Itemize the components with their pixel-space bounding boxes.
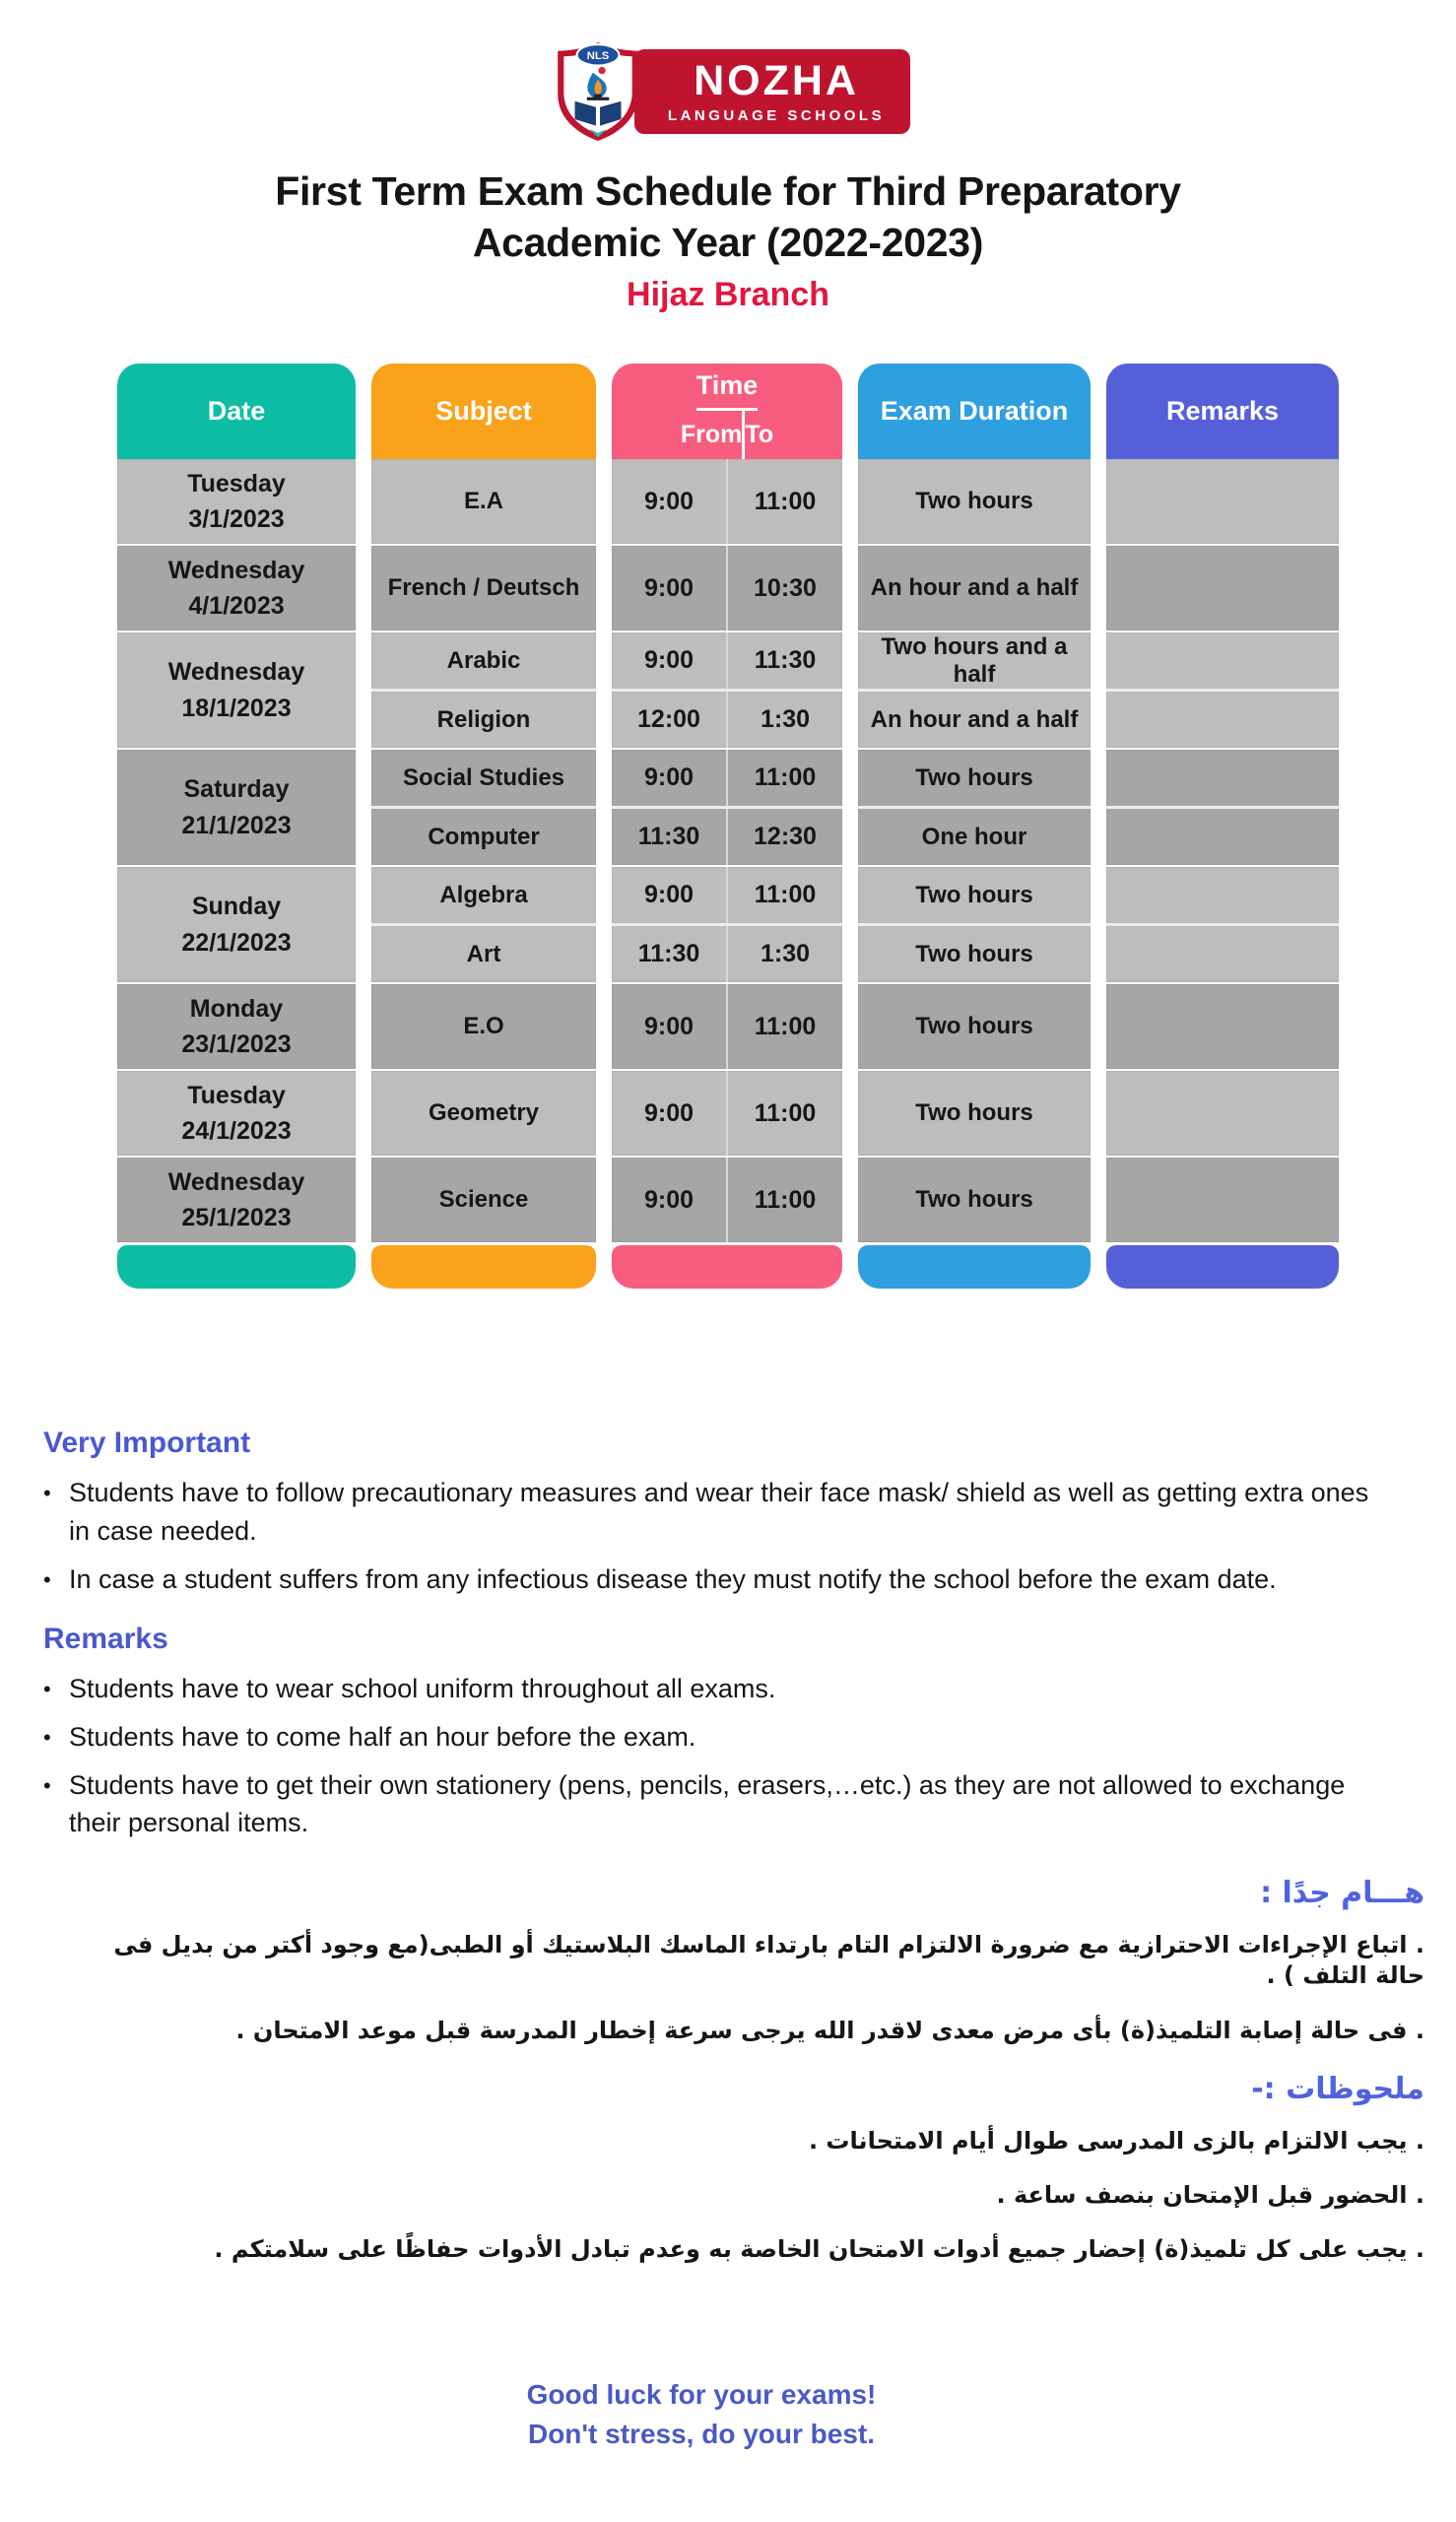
time-cell	[612, 632, 842, 748]
remarks-list	[43, 1670, 1409, 1843]
bullet-item	[43, 1670, 1383, 1708]
remarks-cell-sub	[1106, 459, 1339, 544]
subject-label: Religion	[436, 705, 531, 733]
time-cell-sub	[612, 546, 842, 630]
remarks-cell-sub	[1106, 750, 1339, 809]
date-cell	[117, 984, 356, 1069]
good-luck-message	[0, 2375, 1456, 2452]
duration-cell-sub	[858, 867, 1091, 926]
time-cell-sub	[612, 632, 842, 692]
time-cell-sub	[612, 867, 842, 926]
time-from-cell	[612, 1071, 726, 1156]
header-remarks	[1106, 364, 1339, 459]
time-cell	[612, 546, 842, 630]
subject-cell-sub	[371, 1071, 596, 1156]
date-cell	[117, 459, 356, 544]
footer-bar-time	[612, 1245, 842, 1289]
page-title-line2: Academic Year (2022-2023)	[472, 220, 984, 266]
time-from-value: 9:00	[643, 1185, 695, 1214]
header-date	[117, 364, 356, 459]
header-to-label: To	[742, 411, 773, 459]
bullet-text: Students have to follow precautionary measures and wear their face mask/ shield as well as getting extra ones in case needed.	[69, 1478, 1369, 1546]
time-from-value: 9:00	[643, 573, 695, 602]
table-row-group	[117, 459, 1339, 544]
subject-cell	[371, 546, 596, 630]
very-important-list	[43, 1474, 1409, 1599]
duration-cell-sub	[858, 1158, 1091, 1242]
time-cell	[612, 867, 842, 982]
duration-cell-sub	[858, 984, 1091, 1069]
footer-bar-duration	[858, 1245, 1091, 1289]
remarks-cell-sub	[1106, 1158, 1339, 1242]
subject-label: E.O	[463, 1013, 504, 1040]
time-to-value: 11:30	[754, 646, 817, 675]
bullet-text: Students have to get their own stationery (pens, pencils, erasers,…etc.) as they are not allowed to exchange their personal items.	[69, 1769, 1346, 1838]
header-subject	[371, 364, 596, 459]
date-day: Saturday	[183, 775, 290, 804]
subject-cell	[371, 1158, 596, 1242]
bullet-text: . اتباع الإجراءات الاحترازية مع ضرورة الالتزام التام بارتداء الماسك البلاستيك أو الطبى(مع وجود أكتر من بديل فى حالة التلف ) .	[113, 1931, 1424, 1990]
header-duration	[858, 364, 1091, 459]
duration-cell-sub	[858, 750, 1091, 809]
subject-cell-sub	[371, 809, 596, 865]
time-from-cell	[612, 692, 726, 748]
very-important-section	[43, 1427, 1409, 1599]
time-from-value: 11:30	[637, 940, 700, 968]
bullet-dot: •	[43, 1566, 51, 1592]
remarks-cell	[1106, 750, 1339, 865]
time-from-cell	[612, 546, 726, 630]
arabic-important-section	[47, 1876, 1424, 2046]
bullet-item	[43, 1718, 1383, 1757]
time-from-value: 9:00	[643, 1098, 695, 1127]
remarks-cell	[1106, 632, 1339, 748]
duration-cell	[858, 546, 1091, 630]
time-to-value: 11:00	[754, 1098, 817, 1127]
subject-label: Computer	[428, 823, 540, 850]
subject-cell-sub	[371, 692, 596, 748]
subject-cell	[371, 1071, 596, 1156]
duration-cell	[858, 1158, 1091, 1242]
bullet-item	[85, 1930, 1424, 1991]
subject-cell	[371, 632, 596, 748]
subject-cell-sub	[371, 750, 596, 809]
duration-cell-sub	[858, 632, 1091, 692]
duration-cell-sub	[858, 926, 1091, 982]
duration-label: Two hours	[915, 1013, 1033, 1040]
time-from-value: 9:00	[643, 487, 695, 515]
table-footer-row	[117, 1245, 1339, 1289]
time-from-cell	[612, 750, 726, 806]
bullet-item	[85, 2180, 1424, 2211]
time-from-value: 9:00	[643, 646, 695, 675]
very-important-heading: Very Important	[43, 1427, 251, 1460]
footer-bar-date	[117, 1245, 356, 1289]
time-from-cell	[612, 926, 726, 982]
time-from-cell	[612, 632, 726, 689]
bullet-dot: •	[43, 1772, 51, 1798]
remarks-cell	[1106, 546, 1339, 630]
time-cell	[612, 459, 842, 544]
bullet-text: Students have to come half an hour before the exam.	[69, 1721, 696, 1752]
time-to-cell	[726, 1158, 842, 1242]
bullet-item	[85, 2126, 1424, 2157]
remarks-cell	[1106, 867, 1339, 982]
header-remarks-label: Remarks	[1165, 396, 1280, 427]
arabic-important-list	[47, 1930, 1424, 2046]
table-row-group	[117, 984, 1339, 1069]
header-duration-label: Exam Duration	[880, 396, 1069, 427]
arabic-notes-section	[47, 2072, 1424, 2266]
school-logo	[0, 0, 1456, 142]
date-cell	[117, 750, 356, 865]
remarks-cell	[1106, 1071, 1339, 1156]
duration-label: An hour and a half	[870, 705, 1079, 733]
time-to-cell	[726, 750, 842, 806]
date-value: 24/1/2023	[181, 1117, 292, 1146]
duration-cell	[858, 632, 1091, 748]
time-to-cell	[726, 867, 842, 923]
header-time-label: Time	[696, 364, 759, 411]
subject-label: Geometry	[428, 1099, 540, 1127]
bullet-text: . يجب على كل تلميذ(ة) إحضار جميع أدوات الامتحان الخاصة به وعدم تبادل الأدوات حفاظًا على سلامتكم .	[214, 2235, 1424, 2264]
bullet-item	[85, 2234, 1424, 2265]
duration-label: One hour	[921, 823, 1027, 850]
time-cell-sub	[612, 459, 842, 544]
time-from-cell	[612, 459, 726, 544]
bullet-item	[43, 1766, 1383, 1843]
subject-label: Social Studies	[402, 763, 565, 791]
logo-school-name: NOZHA	[694, 56, 859, 104]
time-to-cell	[726, 546, 842, 630]
remarks-cell-sub	[1106, 926, 1339, 982]
remarks-cell-sub	[1106, 984, 1339, 1069]
subject-cell	[371, 867, 596, 982]
time-to-cell	[726, 632, 842, 689]
duration-label: Two hours	[915, 1099, 1033, 1127]
bullet-item	[43, 1474, 1383, 1551]
time-from-cell	[612, 809, 726, 865]
remarks-cell	[1106, 1158, 1339, 1242]
table-row-group	[117, 867, 1339, 982]
date-value: 23/1/2023	[181, 1030, 292, 1059]
remarks-cell	[1106, 984, 1339, 1069]
time-cell-sub	[612, 750, 842, 809]
table-row-group	[117, 1158, 1339, 1242]
subject-label: Arabic	[446, 646, 521, 674]
duration-cell	[858, 1071, 1091, 1156]
time-to-value: 1:30	[760, 940, 811, 968]
time-to-value: 12:30	[754, 823, 817, 851]
date-cell	[117, 546, 356, 630]
arabic-notes-heading: ملحوظات :-	[1251, 2071, 1424, 2106]
time-to-cell	[726, 926, 842, 982]
time-cell-sub	[612, 926, 842, 982]
exam-schedule-table	[117, 364, 1339, 1289]
duration-cell-sub	[858, 546, 1091, 630]
good-luck-line1: Good luck for your exams!	[526, 2379, 877, 2411]
duration-label: Two hours	[915, 940, 1033, 967]
remarks-cell-sub	[1106, 692, 1339, 748]
bullet-text: . يجب الالتزام بالزى المدرسى طوال أيام الامتحانات .	[808, 2126, 1424, 2155]
date-value: 18/1/2023	[181, 694, 292, 722]
subject-label: Science	[438, 1186, 529, 1214]
duration-cell-sub	[858, 692, 1091, 748]
arabic-notes-list	[47, 2126, 1424, 2266]
logo-badge-text: NLS	[586, 49, 610, 62]
subject-cell	[371, 984, 596, 1069]
table-row-group	[117, 546, 1339, 630]
bullet-text: . فى حالة إصابة التلميذ(ة) بأى مرض معدى لاقدر الله يرجى سرعة إخطار المدرسة قبل موعد الامتحان .	[235, 2016, 1424, 2044]
subject-cell-sub	[371, 1158, 596, 1242]
duration-label: Two hours	[915, 488, 1033, 515]
date-value: 4/1/2023	[188, 592, 285, 621]
remarks-cell	[1106, 459, 1339, 544]
date-day: Tuesday	[187, 469, 286, 498]
date-day: Sunday	[191, 893, 282, 921]
remarks-cell-sub	[1106, 632, 1339, 692]
time-from-value: 9:00	[643, 881, 695, 909]
page-title-line1: First Term Exam Schedule for Third Preparatory	[275, 168, 1181, 214]
duration-label: Two hours	[915, 763, 1033, 791]
header-subject-label: Subject	[435, 396, 532, 427]
time-cell	[612, 750, 842, 865]
duration-label: Two hours	[915, 1186, 1033, 1214]
subject-cell-sub	[371, 632, 596, 692]
remarks-cell-sub	[1106, 809, 1339, 865]
date-day: Wednesday	[167, 658, 305, 687]
date-cell	[117, 1158, 356, 1242]
duration-cell	[858, 867, 1091, 982]
duration-cell-sub	[858, 459, 1091, 544]
time-from-value: 11:30	[637, 823, 700, 851]
time-from-cell	[612, 984, 726, 1069]
date-day: Tuesday	[187, 1081, 286, 1109]
bullet-item	[43, 1560, 1383, 1599]
subject-cell	[371, 750, 596, 865]
remarks-cell-sub	[1106, 546, 1339, 630]
header-from-label: From	[680, 421, 743, 449]
time-to-value: 11:00	[754, 881, 817, 909]
arabic-important-heading: هـــام جدًا :	[1260, 1876, 1424, 1911]
date-value: 25/1/2023	[181, 1204, 292, 1232]
time-from-value: 9:00	[643, 763, 695, 792]
bullet-text: . الحضور قبل الإمتحان بنصف ساعة .	[996, 2181, 1424, 2209]
bullet-text: Students have to wear school uniform throughout all exams.	[69, 1673, 776, 1703]
date-cell	[117, 867, 356, 982]
logo-shield-icon	[546, 41, 650, 142]
table-row-group	[117, 1071, 1339, 1156]
subject-cell-sub	[371, 459, 596, 544]
subject-label: Art	[466, 940, 501, 967]
subject-label: French / Deutsch	[387, 574, 580, 602]
date-value: 22/1/2023	[181, 928, 292, 957]
time-to-value: 10:30	[754, 573, 817, 602]
logo-banner	[634, 49, 910, 134]
duration-label: Two hours	[915, 881, 1033, 908]
bullet-text: In case a student suffers from any infectious disease they must notify the school before the exam date.	[69, 1563, 1277, 1594]
date-value: 21/1/2023	[181, 811, 292, 839]
duration-label: Two hours and a half	[881, 632, 1068, 688]
duration-label: An hour and a half	[870, 574, 1079, 602]
time-to-cell	[726, 692, 842, 748]
time-to-value: 11:00	[754, 1185, 817, 1214]
time-to-cell	[726, 1071, 842, 1156]
time-cell	[612, 1158, 842, 1242]
time-cell-sub	[612, 984, 842, 1069]
duration-cell	[858, 984, 1091, 1069]
header-date-label: Date	[207, 396, 266, 427]
date-day: Wednesday	[167, 556, 305, 584]
subject-cell-sub	[371, 926, 596, 982]
time-to-value: 11:00	[754, 487, 817, 515]
table-row-group	[117, 750, 1339, 865]
header-time-split	[681, 411, 773, 459]
remarks-heading: Remarks	[43, 1622, 168, 1655]
duration-cell-sub	[858, 1071, 1091, 1156]
time-cell-sub	[612, 809, 842, 865]
time-cell	[612, 984, 842, 1069]
subject-cell-sub	[371, 984, 596, 1069]
branch-subtitle: Hijaz Branch	[627, 276, 829, 314]
good-luck-line2: Don't stress, do your best.	[527, 2418, 876, 2449]
time-from-cell	[612, 867, 726, 923]
duration-cell-sub	[858, 809, 1091, 865]
remarks-cell-sub	[1106, 867, 1339, 926]
footer-bar-subject	[371, 1245, 596, 1289]
bullet-item	[85, 2016, 1424, 2046]
time-cell-sub	[612, 1158, 842, 1242]
table-row-group	[117, 632, 1339, 748]
bullet-dot: •	[43, 1724, 51, 1750]
time-from-value: 9:00	[643, 1012, 695, 1040]
subject-label: Algebra	[439, 881, 528, 908]
table-header-row	[117, 364, 1339, 459]
duration-cell	[858, 750, 1091, 865]
subject-cell-sub	[371, 867, 596, 926]
subject-label: E.A	[463, 488, 503, 515]
footer-bar-remarks	[1106, 1245, 1339, 1289]
subject-cell-sub	[371, 546, 596, 630]
bullet-dot: •	[43, 1676, 51, 1701]
time-cell-sub	[612, 692, 842, 748]
date-value: 3/1/2023	[188, 505, 285, 534]
logo-school-subtitle: LANGUAGE SCHOOLS	[667, 106, 886, 124]
exam-table-body	[117, 459, 1339, 1242]
time-to-cell	[726, 459, 842, 544]
page-title	[0, 166, 1456, 268]
header-time	[612, 364, 842, 459]
time-cell	[612, 1071, 842, 1156]
time-to-value: 11:00	[754, 763, 817, 792]
subject-cell	[371, 459, 596, 544]
bullet-dot: •	[43, 1481, 51, 1506]
time-to-value: 11:00	[754, 1012, 817, 1040]
time-from-cell	[612, 1158, 726, 1242]
date-day: Monday	[189, 994, 284, 1023]
remarks-cell-sub	[1106, 1071, 1339, 1156]
date-cell	[117, 632, 356, 748]
time-cell-sub	[612, 1071, 842, 1156]
time-from-value: 12:00	[637, 705, 700, 734]
duration-cell	[858, 459, 1091, 544]
date-day: Wednesday	[167, 1167, 305, 1196]
time-to-value: 1:30	[760, 705, 811, 734]
date-cell	[117, 1071, 356, 1156]
remarks-section	[43, 1623, 1409, 1843]
time-to-cell	[726, 984, 842, 1069]
time-to-cell	[726, 809, 842, 865]
